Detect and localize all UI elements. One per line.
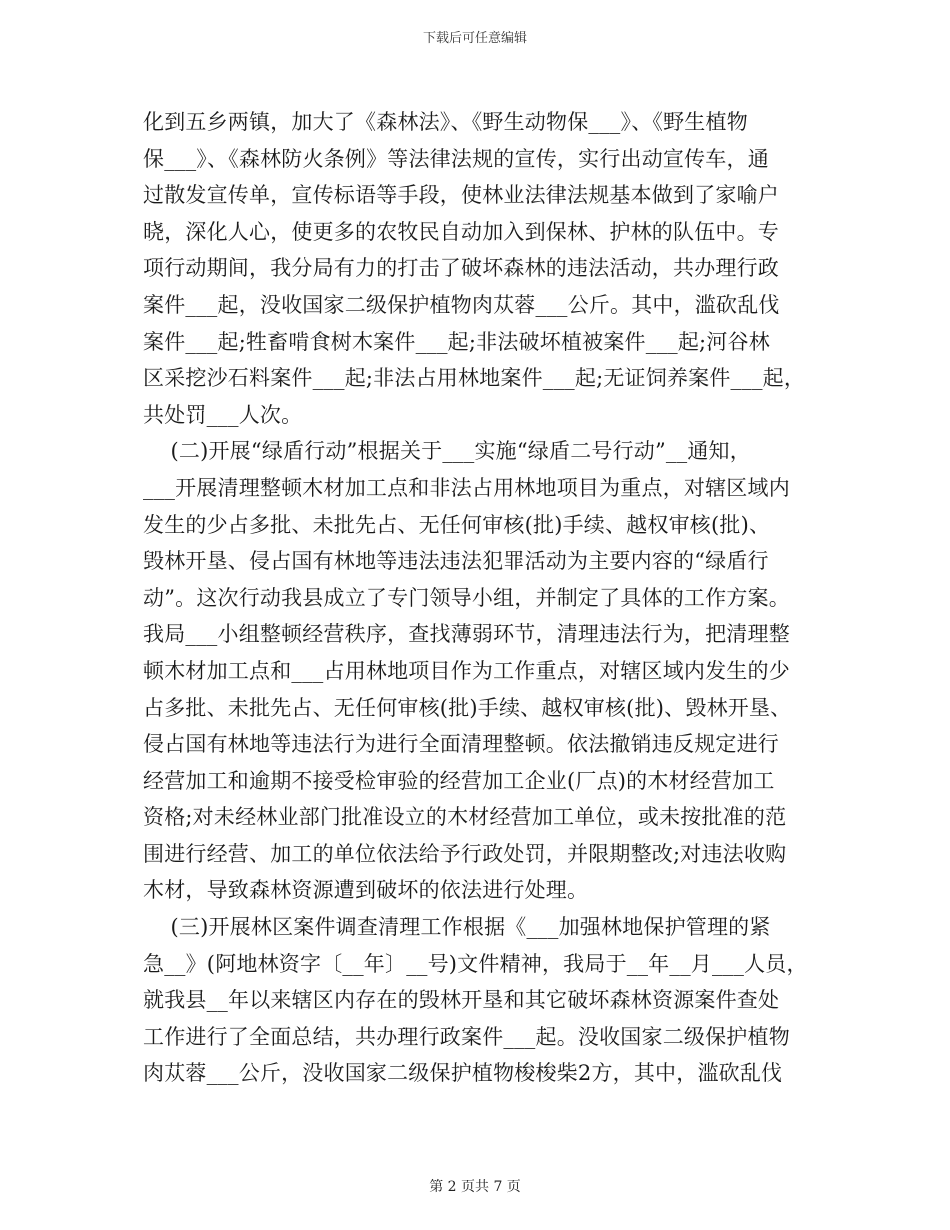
text-line: 晓，深化人心，使更多的农牧民自动加入到保林、护林的队伍中。专 — [143, 219, 779, 244]
paragraph-3 — [143, 909, 807, 1092]
text-line: 案件___起;牲畜啃食树木案件___起;非法破坏植被案件___起;河谷林 — [143, 329, 770, 354]
text-line: 毁林开垦、侵占国有林地等违法违法犯罪活动为主要内容的“绿盾行 — [143, 549, 769, 574]
text-line: 发生的少占多批、未批先占、无任何审核(批)手续、越权审核(批)、 — [143, 512, 771, 537]
document-body — [143, 104, 807, 1092]
text-line: 围进行经营、加工的单位依法给予行政处罚，并限期整改;对违法收购 — [143, 841, 787, 866]
text-line: 保___》、《森林防火条例》等法律法规的宣传，实行出动宣传车，通 — [143, 146, 769, 171]
text-line: 就我县__年以来辖区内存在的毁林开垦和其它破坏森林资源案件查处 — [143, 988, 780, 1013]
text-line: 侵占国有林地等违法行为进行全面清理整顿。依法撤销违反规定进行 — [143, 732, 779, 757]
text-line: 案件___起，没收国家二级保护植物肉苁蓉___公斤。其中，滥砍乱伐 — [143, 292, 780, 317]
text-line: 占多批、未批先占、无任何审核(批)手续、越权审核(批)、毁林开垦、 — [143, 695, 792, 720]
text-line: 区采挖沙石料案件___起;非法占用林地案件___起;无证饲养案件___起， — [143, 366, 806, 391]
paragraph-1 — [143, 104, 807, 433]
text-line: 顿木材加工点和___占用林地项目作为工作重点，对辖区域内发生的少 — [143, 658, 790, 683]
text-line: 共处罚___人次。 — [143, 402, 303, 427]
text-line: 经营加工和逾期不接受检审验的经营加工企业(厂点)的木材经营加工 — [143, 768, 775, 793]
text-line: (二)开展“绿盾行动”根据关于___实施“绿盾二号行动”__通知， — [143, 439, 751, 464]
page-header: 下载后可任意编辑 — [422, 31, 527, 46]
text-line: 急__》(阿地林资字〔__年〕__号)文件精神，我局于__年__月___人员， — [143, 951, 808, 976]
text-line: 工作进行了全面总结，共办理行政案件___起。没收国家二级保护植物 — [143, 1024, 790, 1049]
text-line: (三)开展林区案件调查清理工作根据《___加强林地保护管理的紧 — [143, 915, 771, 940]
text-line: 项行动期间，我分局有力的打击了破坏森林的违法活动，共办理行政 — [143, 256, 779, 281]
text-line: 动”。这次行动我县成立了专门领导小组，并制定了具体的工作方案。 — [143, 585, 790, 610]
text-line: 我局___小组整顿经营秩序，查找薄弱环节，清理违法行为，把清理整 — [143, 622, 790, 647]
page-number: 第 2 页共 7 页 — [429, 1179, 521, 1195]
text-line: 肉苁蓉___公斤，没收国家二级保护植物梭梭柴2方，其中，滥砍乱伐 — [143, 1061, 783, 1086]
text-line: ___开展清理整顿木材加工点和非法占用林地项目为重点，对辖区域内 — [143, 475, 790, 500]
text-line: 化到五乡两镇，加大了《森林法》、《野生动物保___》、《野生植物 — [143, 110, 748, 134]
text-line: 资格;对未经林业部门批准设立的木材经营加工单位，或未按批准的范 — [143, 805, 787, 830]
text-line: 过散发宣传单，宣传标语等手段，使林业法律法规基本做到了家喻户 — [143, 183, 779, 208]
text-line: 木材，导致森林资源遭到破坏的依法进行处理。 — [143, 878, 589, 903]
paragraph-2 — [143, 433, 807, 909]
